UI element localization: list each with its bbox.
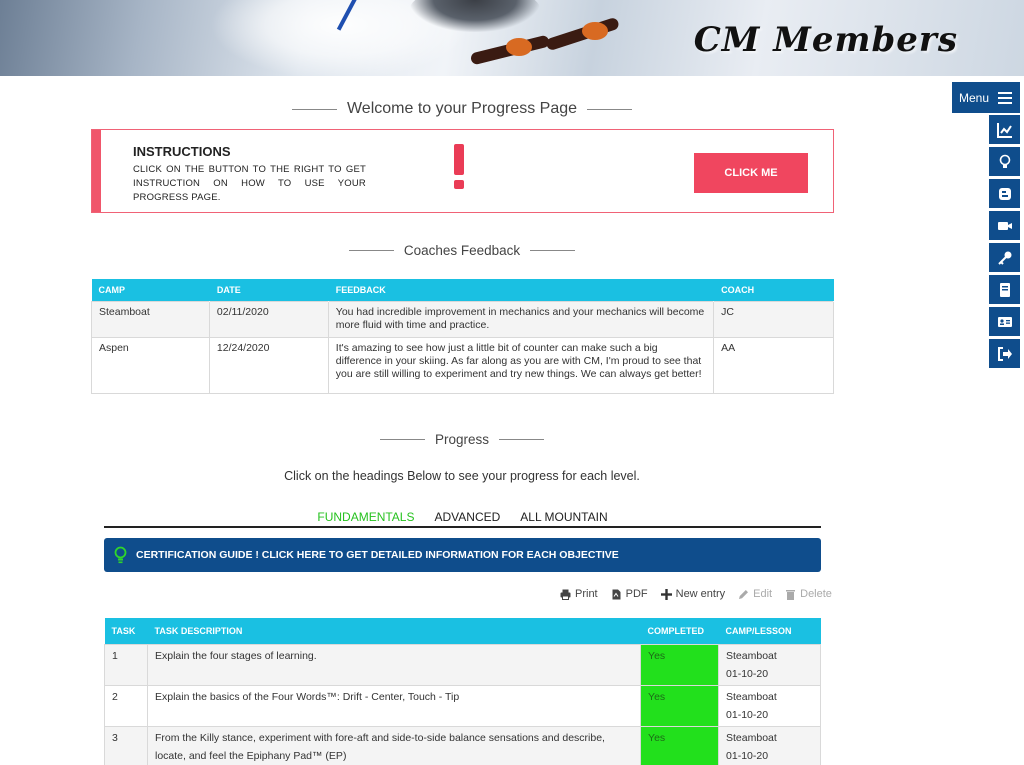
table-toolbar <box>560 588 832 600</box>
sign-out-icon <box>997 346 1013 362</box>
divider <box>587 109 632 110</box>
instructions-text: CLICK ON THE BUTTON TO THE RIGHT TO GET INSTRUCTION ON HOW TO USE YOUR PROGRESS PAGE. <box>133 164 366 203</box>
camp-name: Steamboat <box>726 731 777 744</box>
hamburger-icon <box>998 91 1012 105</box>
task-description-cell: Explain the four stages of learning. <box>147 644 640 685</box>
certification-guide-button[interactable] <box>104 538 821 572</box>
divider <box>292 109 337 110</box>
camp-lesson-cell <box>719 685 821 726</box>
level-tabs <box>104 509 821 528</box>
camp-lesson-cell <box>719 726 821 765</box>
side-menu <box>952 82 1020 371</box>
task-number-cell: 2 <box>105 685 148 726</box>
date-cell: 02/11/2020 <box>209 301 328 337</box>
menu-logout-button[interactable] <box>989 339 1020 368</box>
menu-guide-button[interactable] <box>989 275 1020 304</box>
new-entry-label: New entry <box>675 588 726 600</box>
completed-cell: Yes <box>641 726 719 765</box>
divider <box>530 250 575 251</box>
feedback-cell: You had incredible improvement in mechanics and your mechanics will become more fluid with time and practice. <box>328 301 713 337</box>
divider <box>349 250 394 251</box>
menu-label: Menu <box>959 90 990 105</box>
progress-title <box>0 432 924 447</box>
click-me-button[interactable]: CLICK ME <box>694 153 808 193</box>
task-description-cell: Explain the basics of the Four Words™: Drift - Center, Touch - Tip <box>147 685 640 726</box>
instructions-accent-bar <box>92 130 101 212</box>
progress-title-text: Progress <box>434 432 490 447</box>
table-row <box>92 337 834 393</box>
table-row[interactable] <box>105 685 821 726</box>
coach-cell: AA <box>714 337 834 393</box>
progress-subtitle: Click on the headings Below to see your progress for each level. <box>284 469 640 483</box>
table-row[interactable] <box>105 726 821 765</box>
tasks-header-row <box>105 618 821 644</box>
welcome-title-text: Welcome to your Progress Page <box>346 100 578 117</box>
instructions-panel <box>91 129 834 213</box>
column-header-task-description[interactable]: TASK DESCRIPTION <box>147 618 640 644</box>
table-row <box>92 301 834 337</box>
book-icon <box>997 282 1013 298</box>
coach-cell: JC <box>714 301 834 337</box>
id-card-icon <box>997 314 1013 330</box>
menu-blog-button[interactable] <box>989 179 1020 208</box>
camp-name: Steamboat <box>726 690 777 703</box>
tasks-table <box>104 618 821 765</box>
column-header-camp[interactable]: CAMP <box>92 279 210 301</box>
feedback-table <box>91 279 834 394</box>
date-cell: 12/24/2020 <box>209 337 328 393</box>
lightbulb-icon <box>113 546 128 564</box>
column-header-camp-lesson[interactable]: CAMP/LESSON <box>719 618 821 644</box>
menu-videos-button[interactable] <box>989 211 1020 240</box>
column-header-feedback[interactable]: FEEDBACK <box>328 279 713 301</box>
print-button[interactable] <box>560 588 598 600</box>
camp-name: Steamboat <box>726 649 777 662</box>
camp-date: 01-10-20 <box>726 749 769 762</box>
camp-date: 01-10-20 <box>726 667 769 680</box>
column-header-coach[interactable]: COACH <box>714 279 834 301</box>
tab-fundamentals[interactable]: FUNDAMENTALS <box>317 510 415 524</box>
task-description-cell: From the Killy stance, experiment with fore-aft and side-to-side balance sensations and describe, locate, and feel the Epiphany Pad™ (EP) <box>147 726 640 765</box>
header-banner <box>0 0 1024 76</box>
edit-label: Edit <box>753 588 773 600</box>
print-label: Print <box>575 588 598 600</box>
menu-toggle-button[interactable] <box>952 82 1020 113</box>
table-row[interactable] <box>105 644 821 685</box>
print-icon <box>560 589 571 600</box>
camp-lesson-cell <box>719 644 821 685</box>
camp-cell: Aspen <box>92 337 210 393</box>
divider <box>380 439 425 440</box>
video-camera-icon <box>997 218 1013 234</box>
menu-progress-button[interactable] <box>989 115 1020 144</box>
delete-label: Delete <box>800 588 832 600</box>
camp-cell: Steamboat <box>92 301 210 337</box>
column-header-task[interactable]: TASK <box>105 618 148 644</box>
tab-advanced[interactable]: ADVANCED <box>434 510 501 524</box>
menu-tips-button[interactable] <box>989 147 1020 176</box>
task-number-cell: 1 <box>105 644 148 685</box>
feedback-header-row <box>92 279 834 301</box>
lightbulb-icon <box>997 154 1013 170</box>
menu-profile-button[interactable] <box>989 307 1020 336</box>
completed-cell: Yes <box>641 644 719 685</box>
pdf-button[interactable] <box>611 588 648 600</box>
certification-guide-text: CERTIFICATION GUIDE ! CLICK HERE TO GET DETAILED INFORMATION FOR EACH OBJECTIVE <box>136 549 619 561</box>
feedback-title <box>0 243 924 258</box>
blog-icon <box>997 186 1013 202</box>
chart-line-icon <box>997 122 1013 138</box>
completed-cell: Yes <box>641 685 719 726</box>
feedback-title-text: Coaches Feedback <box>403 243 521 258</box>
menu-account-button[interactable] <box>989 243 1020 272</box>
brand-logo[interactable]: CM Members <box>693 20 958 60</box>
column-header-completed[interactable]: COMPLETED <box>641 618 719 644</box>
divider <box>499 439 544 440</box>
trash-icon <box>785 589 796 600</box>
delete-button[interactable] <box>785 588 832 600</box>
new-entry-button[interactable] <box>661 588 726 600</box>
camp-date: 01-10-20 <box>726 708 769 721</box>
tab-all-mountain[interactable]: ALL MOUNTAIN <box>520 510 608 524</box>
pencil-icon <box>738 589 749 600</box>
feedback-cell: It's amazing to see how just a little bit of counter can make such a big difference in your skiing. As far along as you are with CM, I'm proud to see that you are still willing to experiment and try new things. We can always get better! <box>328 337 713 393</box>
task-number-cell: 3 <box>105 726 148 765</box>
pdf-label: PDF <box>625 588 648 600</box>
ski-boot-graphic <box>582 22 608 40</box>
edit-button[interactable] <box>738 588 772 600</box>
column-header-date[interactable]: DATE <box>209 279 328 301</box>
instructions-heading: INSTRUCTIONS <box>133 144 231 159</box>
ski-boot-graphic <box>506 38 532 56</box>
file-pdf-icon <box>611 589 622 600</box>
key-icon <box>997 250 1013 266</box>
plus-icon <box>661 589 672 600</box>
exclamation-icon <box>450 144 470 190</box>
welcome-title <box>0 100 924 118</box>
